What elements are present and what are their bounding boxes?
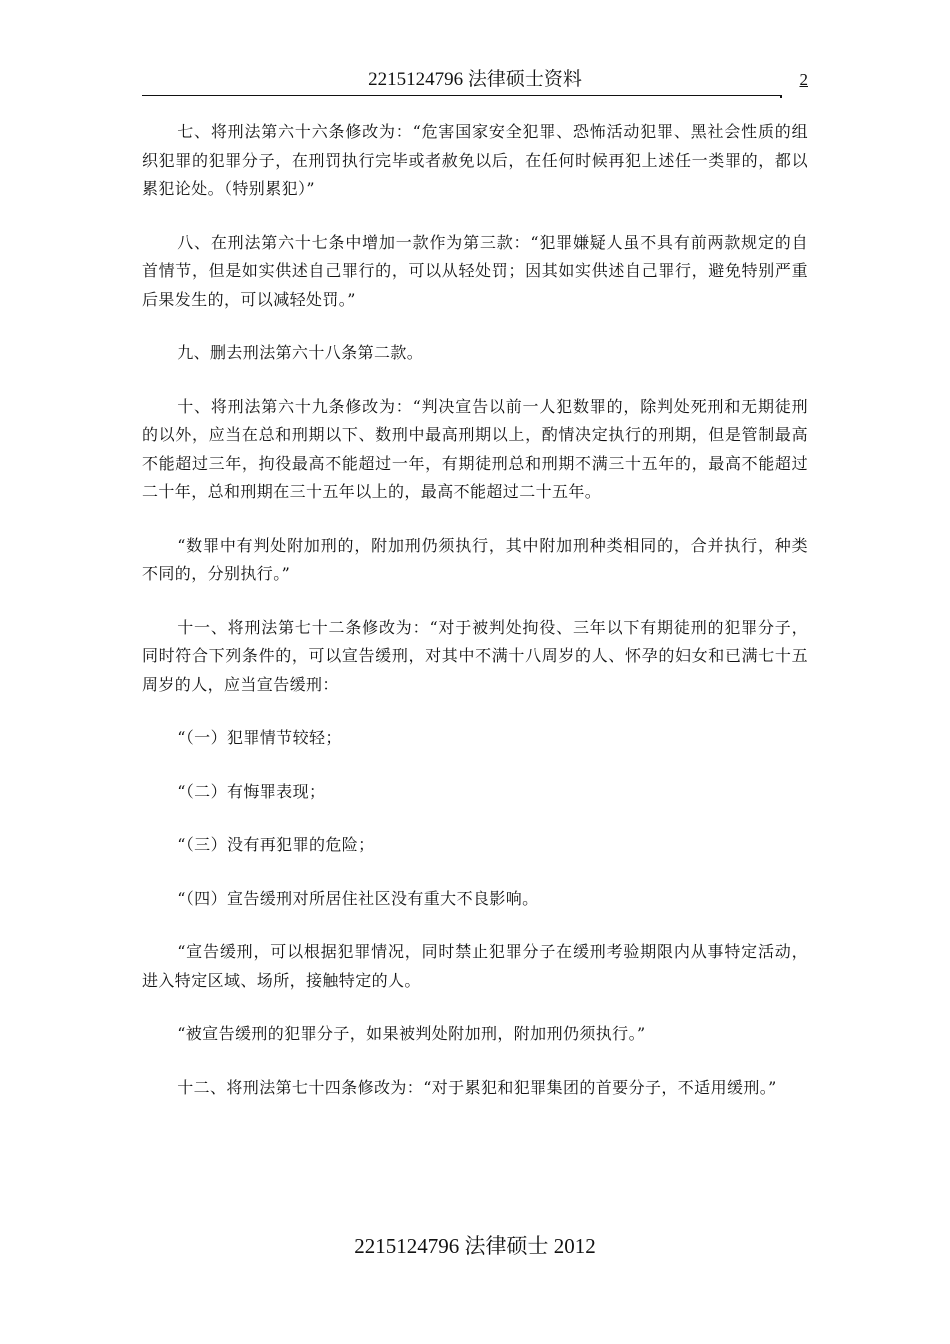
paragraph-7: 七、将刑法第六十六条修改为：“危害国家安全犯罪、恐怖活动犯罪、黑社会性质的组织犯罪的犯罪分子，在刑罚执行完毕或者赦免以后，在任何时候再犯上述任一类罪的，都以累犯论处。（特别累犯）”: [142, 122, 808, 198]
page-footer: 2215124796 法律硕士 2012: [354, 1234, 596, 1258]
paragraph-9: 九、删去刑法第六十八条第二款。: [177, 343, 424, 362]
paragraph-11-cont-1: “宣告缓刑，可以根据犯罪情况，同时禁止犯罪分子在缓刑考验期限内从事特定活动，进入特定区域、场所，接触特定的人。: [142, 942, 808, 990]
header-divider-tick: [780, 95, 782, 98]
paragraph-11: 十一、将刑法第七十二条修改为：“对于被判处拘役、三年以下有期徒刑的犯罪分子，同时符合下列条件的，可以宣告缓刑，对其中不满十八周岁的人、怀孕的妇女和已满七十五周岁的人，应当宣告缓刑：: [142, 617, 808, 694]
paragraph-12: 十二、将刑法第七十四条修改为：“对于累犯和犯罪集团的首要分子，不适用缓刑。”: [177, 1077, 777, 1097]
paragraph-11-item-4: “（四）宣告缓刑对所居住社区没有重大不良影响。: [177, 888, 539, 908]
page-number: 2: [799, 70, 808, 89]
header-divider: [142, 95, 780, 96]
paragraph-11-cont-2: “被宣告缓刑的犯罪分子，如果被判处附加刑，附加刑仍须执行。”: [177, 1024, 646, 1043]
paragraph-11-item-3: “（三）没有再犯罪的危险；: [177, 835, 375, 854]
paragraph-11-item-2: “（二）有悔罪表现；: [177, 781, 326, 801]
paragraph-10-cont: “数罪中有判处附加刑的，附加刑仍须执行，其中附加刑种类相同的，合并执行，种类不同的，分别执行。”: [142, 535, 808, 583]
page-header: [142, 66, 808, 96]
paragraph-8: 八、在刑法第六十七条中增加一款作为第三款：“犯罪嫌疑人虽不具有前两款规定的自首情节，但是如实供述自己罪行的，可以从轻处罚；因其如实供述自己罪行，避免特别严重后果发生的，可以减轻处罚。”: [142, 232, 808, 309]
paragraph-11-item-1: “（一）犯罪情节较轻；: [177, 728, 342, 747]
paragraph-10: 十、将刑法第六十九条修改为：“判决宣告以前一人犯数罪的，除判处死刑和无期徒刑的以外，应当在总和刑期以下、数刑中最高刑期以上，酌情决定执行的刑期，但是管制最高不能超过三年，拘役最高不能超过一年，有期徒刑总和刑期不满三十五年的，最高不能超过二十年，总和刑期在三十五年以上的，最高不能超过二十五年。: [142, 396, 808, 501]
header-title: 2215124796 法律硕士资料: [368, 69, 582, 90]
document-body: [142, 118, 808, 1127]
